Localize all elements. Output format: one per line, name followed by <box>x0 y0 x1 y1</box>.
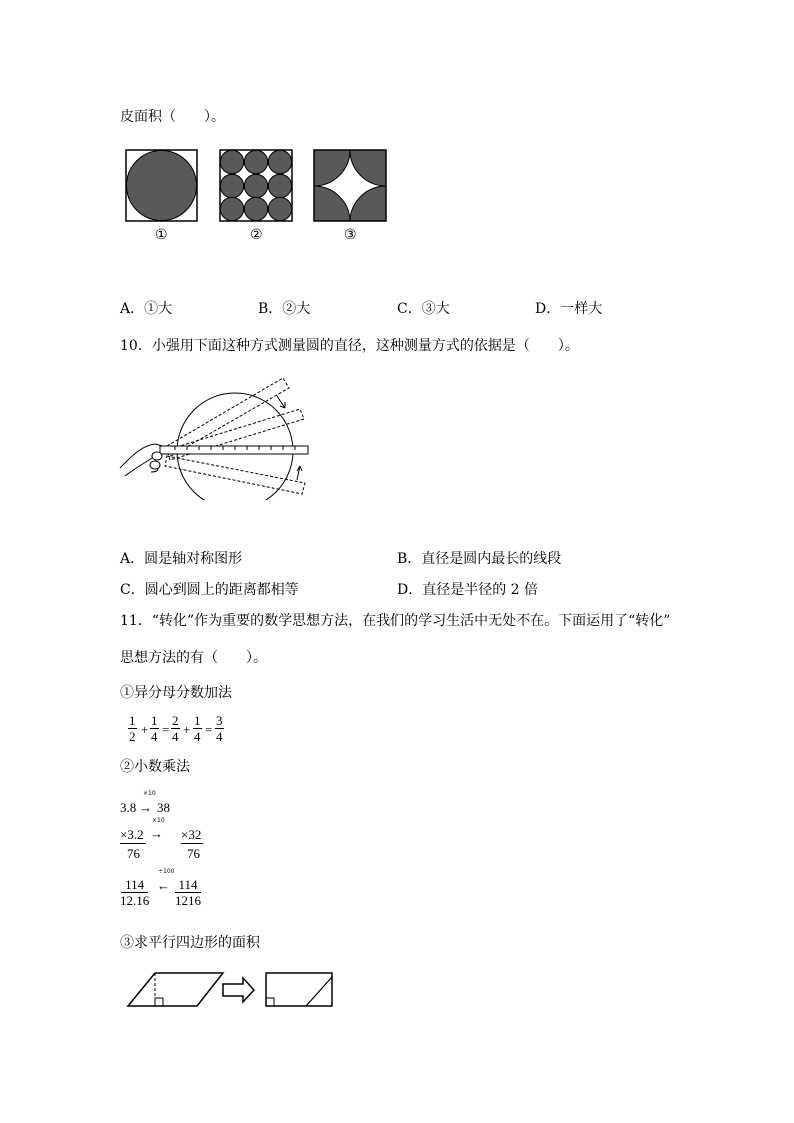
q11-stem-line1: 11．“转化”作为重要的数学思想方法，在我们的学习生活中无处不在。下面运用了“转化” <box>120 613 671 629</box>
row2-left: ×3.2 <box>120 827 144 842</box>
q10-option-c[interactable]: C．圆心到圆上的距离都相等 <box>120 582 299 598</box>
numerator: 1 <box>151 713 158 728</box>
q9-option-c[interactable]: C．③大 <box>397 301 450 317</box>
row4-label: ÷100 <box>158 868 175 875</box>
denominator: 1216 <box>175 893 201 908</box>
denominator: 4 <box>172 729 179 744</box>
row1-left: 3.8 <box>120 800 137 815</box>
arrow-right-icon: → <box>139 800 152 815</box>
q9-option-a[interactable]: A．①大 <box>120 301 173 317</box>
figure-label-2: ② <box>250 227 263 243</box>
item3-title: ③求平行四边形的面积 <box>120 935 260 951</box>
denominator: 12.16 <box>120 893 150 908</box>
figure-label-3: ③ <box>344 227 357 243</box>
item2-title: ②小数乘法 <box>120 759 190 775</box>
op: = <box>205 722 213 737</box>
arrow-left-icon: ← <box>157 878 170 893</box>
fraction-5 <box>215 713 224 744</box>
numerator: 3 <box>216 713 223 728</box>
q9-option-d[interactable]: D．一样大 <box>535 301 603 317</box>
fraction-1 <box>128 713 137 744</box>
row1-label: ×10 <box>143 790 156 797</box>
row2-label: ×10 <box>152 817 165 824</box>
ruler-circle-figure <box>115 368 315 500</box>
q11-stem-line2: 思想方法的有（ ）。 <box>120 650 267 666</box>
q10-option-d[interactable]: D．直径是半径的 2 倍 <box>397 582 539 598</box>
row4-right <box>175 877 201 908</box>
fraction-4 <box>193 713 202 744</box>
denominator: 4 <box>216 729 223 744</box>
row4-left <box>120 877 149 908</box>
numerator: 2 <box>172 713 179 728</box>
fraction-2 <box>150 713 159 744</box>
op: = <box>162 722 170 737</box>
item1-title: ①异分母分数加法 <box>120 685 232 701</box>
q9-figure-1 <box>125 149 199 223</box>
numerator: 114 <box>175 877 200 893</box>
row3-left: 76 <box>127 846 140 861</box>
numerator: 1 <box>194 713 201 728</box>
row2-right: ×32 <box>181 827 202 842</box>
q9-option-b[interactable]: B．②大 <box>258 301 311 317</box>
op: + <box>183 722 191 737</box>
q9-figure-3 <box>313 149 388 223</box>
denominator: 4 <box>151 729 158 744</box>
q9-figure-2 <box>219 149 294 223</box>
parallelogram-to-rectangle-figure <box>125 970 337 1010</box>
numerator: 114 <box>121 877 148 893</box>
row1-right: 38 <box>157 800 170 815</box>
denominator: 2 <box>129 729 136 744</box>
q10-stem: 10．小强用下面这种方式测量圆的直径，这种测量方式的依据是（ ）。 <box>120 338 579 354</box>
op: + <box>141 722 149 737</box>
arrow-right-icon: → <box>150 826 163 841</box>
row3-right: 76 <box>187 846 200 861</box>
denominator: 4 <box>194 729 201 744</box>
figure-label-1: ① <box>155 227 168 243</box>
numerator: 1 <box>129 713 136 728</box>
q10-option-a[interactable]: A．圆是轴对称图形 <box>120 551 243 567</box>
fraction-3 <box>171 713 180 744</box>
q10-option-b[interactable]: B．直径是圆内最长的线段 <box>397 551 562 567</box>
q9-stem-tail: 皮面积（ ）。 <box>120 109 225 125</box>
